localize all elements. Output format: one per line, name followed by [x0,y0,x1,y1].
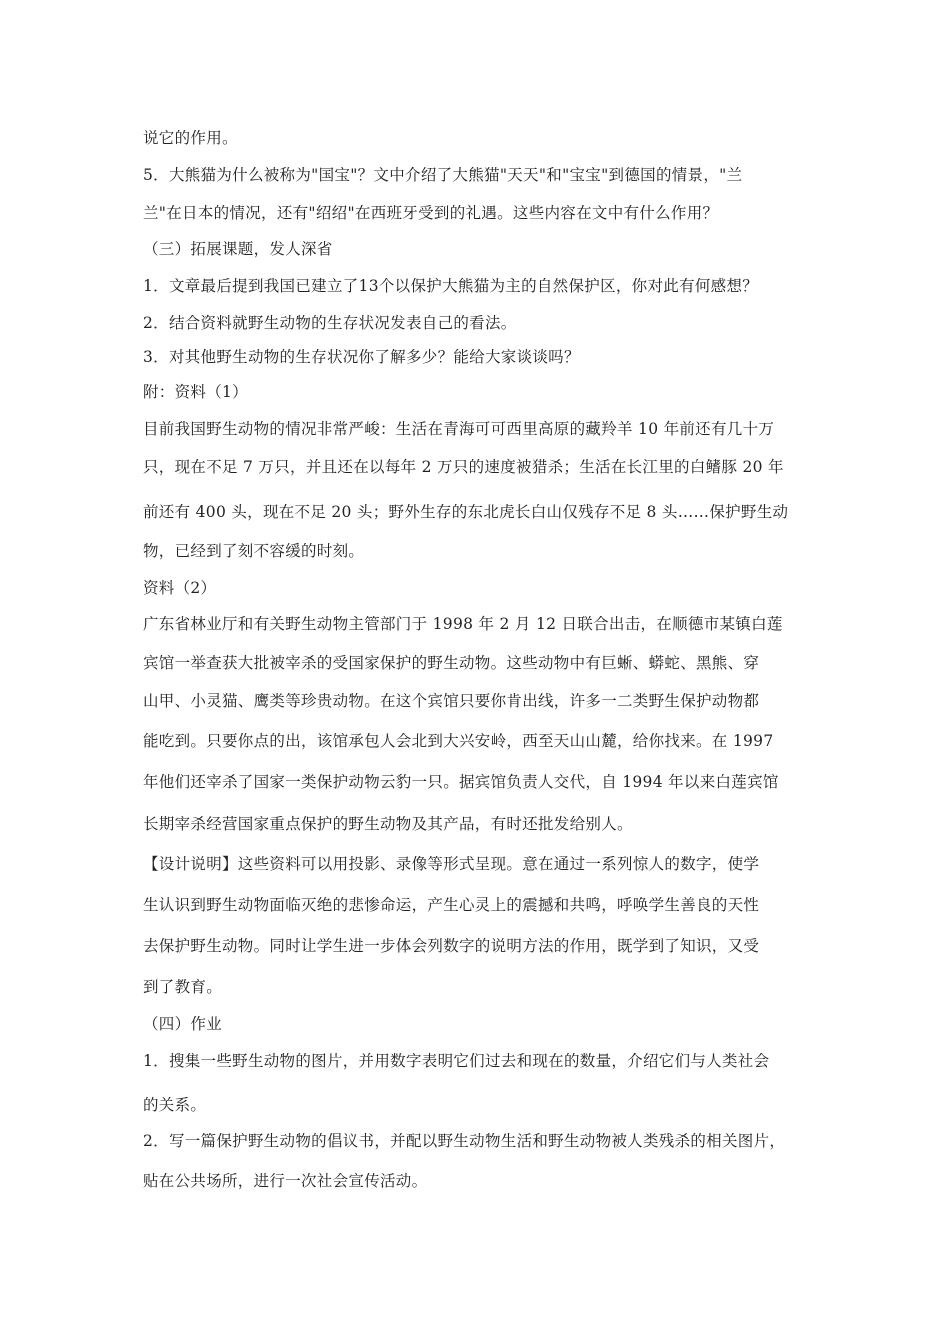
material-1-line-3: 前还有 400 头，现在不足 20 头；野外生存的东北虎长白山仅残存不足 8 头……保护野生动 [143,503,789,521]
question-5-line-1: 5．大熊猫为什么被称为"国宝"？文中介绍了大熊猫"天天"和"宝宝"到德国的情景，"兰 [143,166,743,184]
section-heading-4: （四）作业 [143,1015,223,1033]
material-1-line-4: 物，已经到了刻不容缓的时刻。 [143,542,365,560]
item-1: 1．文章最后提到我国已建立了13个以保护大熊猫为主的自然保护区，你对此有何感想？ [143,277,759,295]
item-3: 3．对其他野生动物的生存状况你了解多少？能给大家谈谈吗？ [143,348,580,366]
appendix-heading-1: 附：资料（1） [143,383,248,401]
homework-1-line-1: 1．搜集一些野生动物的图片，并用数字表明它们过去和现在的数量，介绍它们与人类社会 [143,1052,770,1070]
item-2: 2．结合资料就野生动物的生存状况发表自己的看法。 [143,314,517,332]
design-note-line-2: 生认识到野生动物面临灭绝的悲惨命运，产生心灵上的震撼和共鸣，呼唤学生善良的天性 [143,896,760,914]
material-2-line-1: 广东省林业厅和有关野生动物主管部门于 1998 年 2 月 12 日联合出击，在顺德市某镇白莲 [143,615,783,633]
material-2-line-3: 山甲、小灵猫、鹰类等珍贵动物。在这个宾馆只要你肯出线，许多一二类野生保护动物都 [143,692,760,710]
homework-2-line-2: 贴在公共场所，进行一次社会宣传活动。 [143,1172,428,1190]
material-2-line-6: 长期宰杀经营国家重点保护的野生动物及其产品，有时还批发给别人。 [143,815,633,833]
material-1-line-2: 只，现在不足 7 万只，并且还在以每年 2 万只的速度被猎杀；生活在长江里的白鳍豚 20 年 [143,458,784,476]
homework-2-line-1: 2．写一篇保护野生动物的倡议书，并配以野生动物生活和野生动物被人类残杀的相关图片， [143,1132,786,1150]
material-2-line-2: 宾馆一举查获大批被宰杀的受国家保护的野生动物。这些动物中有巨蜥、蟒蛇、黑熊、穿 [143,654,760,672]
design-note-line-1: 【设计说明】这些资料可以用投影、录像等形式呈现。意在通过一系列惊人的数字，使学 [143,855,760,873]
appendix-heading-2: 资料（2） [143,579,217,597]
homework-1-line-2: 的关系。 [143,1096,207,1114]
design-note-line-4: 到了教育。 [143,978,223,996]
material-1-line-1: 目前我国野生动物的情况非常严峻：生活在青海可可西里高原的藏羚羊 10 年前还有几十万 [143,420,775,438]
text-line: 说它的作用。 [143,129,238,147]
material-2-line-5: 年他们还宰杀了国家一类保护动物云豹一只。据宾馆负责人交代，自 1994 年以来白莲宾馆 [143,773,779,791]
design-note-line-3: 去保护野生动物。同时让学生进一步体会列数字的说明方法的作用，既学到了知识，又受 [143,937,760,955]
material-2-line-4: 能吃到。只要你点的出，该馆承包人会北到大兴安岭，西至天山山麓，给你找来。在 1997 [143,732,774,750]
question-5-line-2: 兰"在日本的情况，还有"绍绍"在西班牙受到的礼遇。这些内容在文中有什么作用？ [143,204,719,222]
section-heading-3: （三）拓展课题，发人深省 [143,240,333,258]
